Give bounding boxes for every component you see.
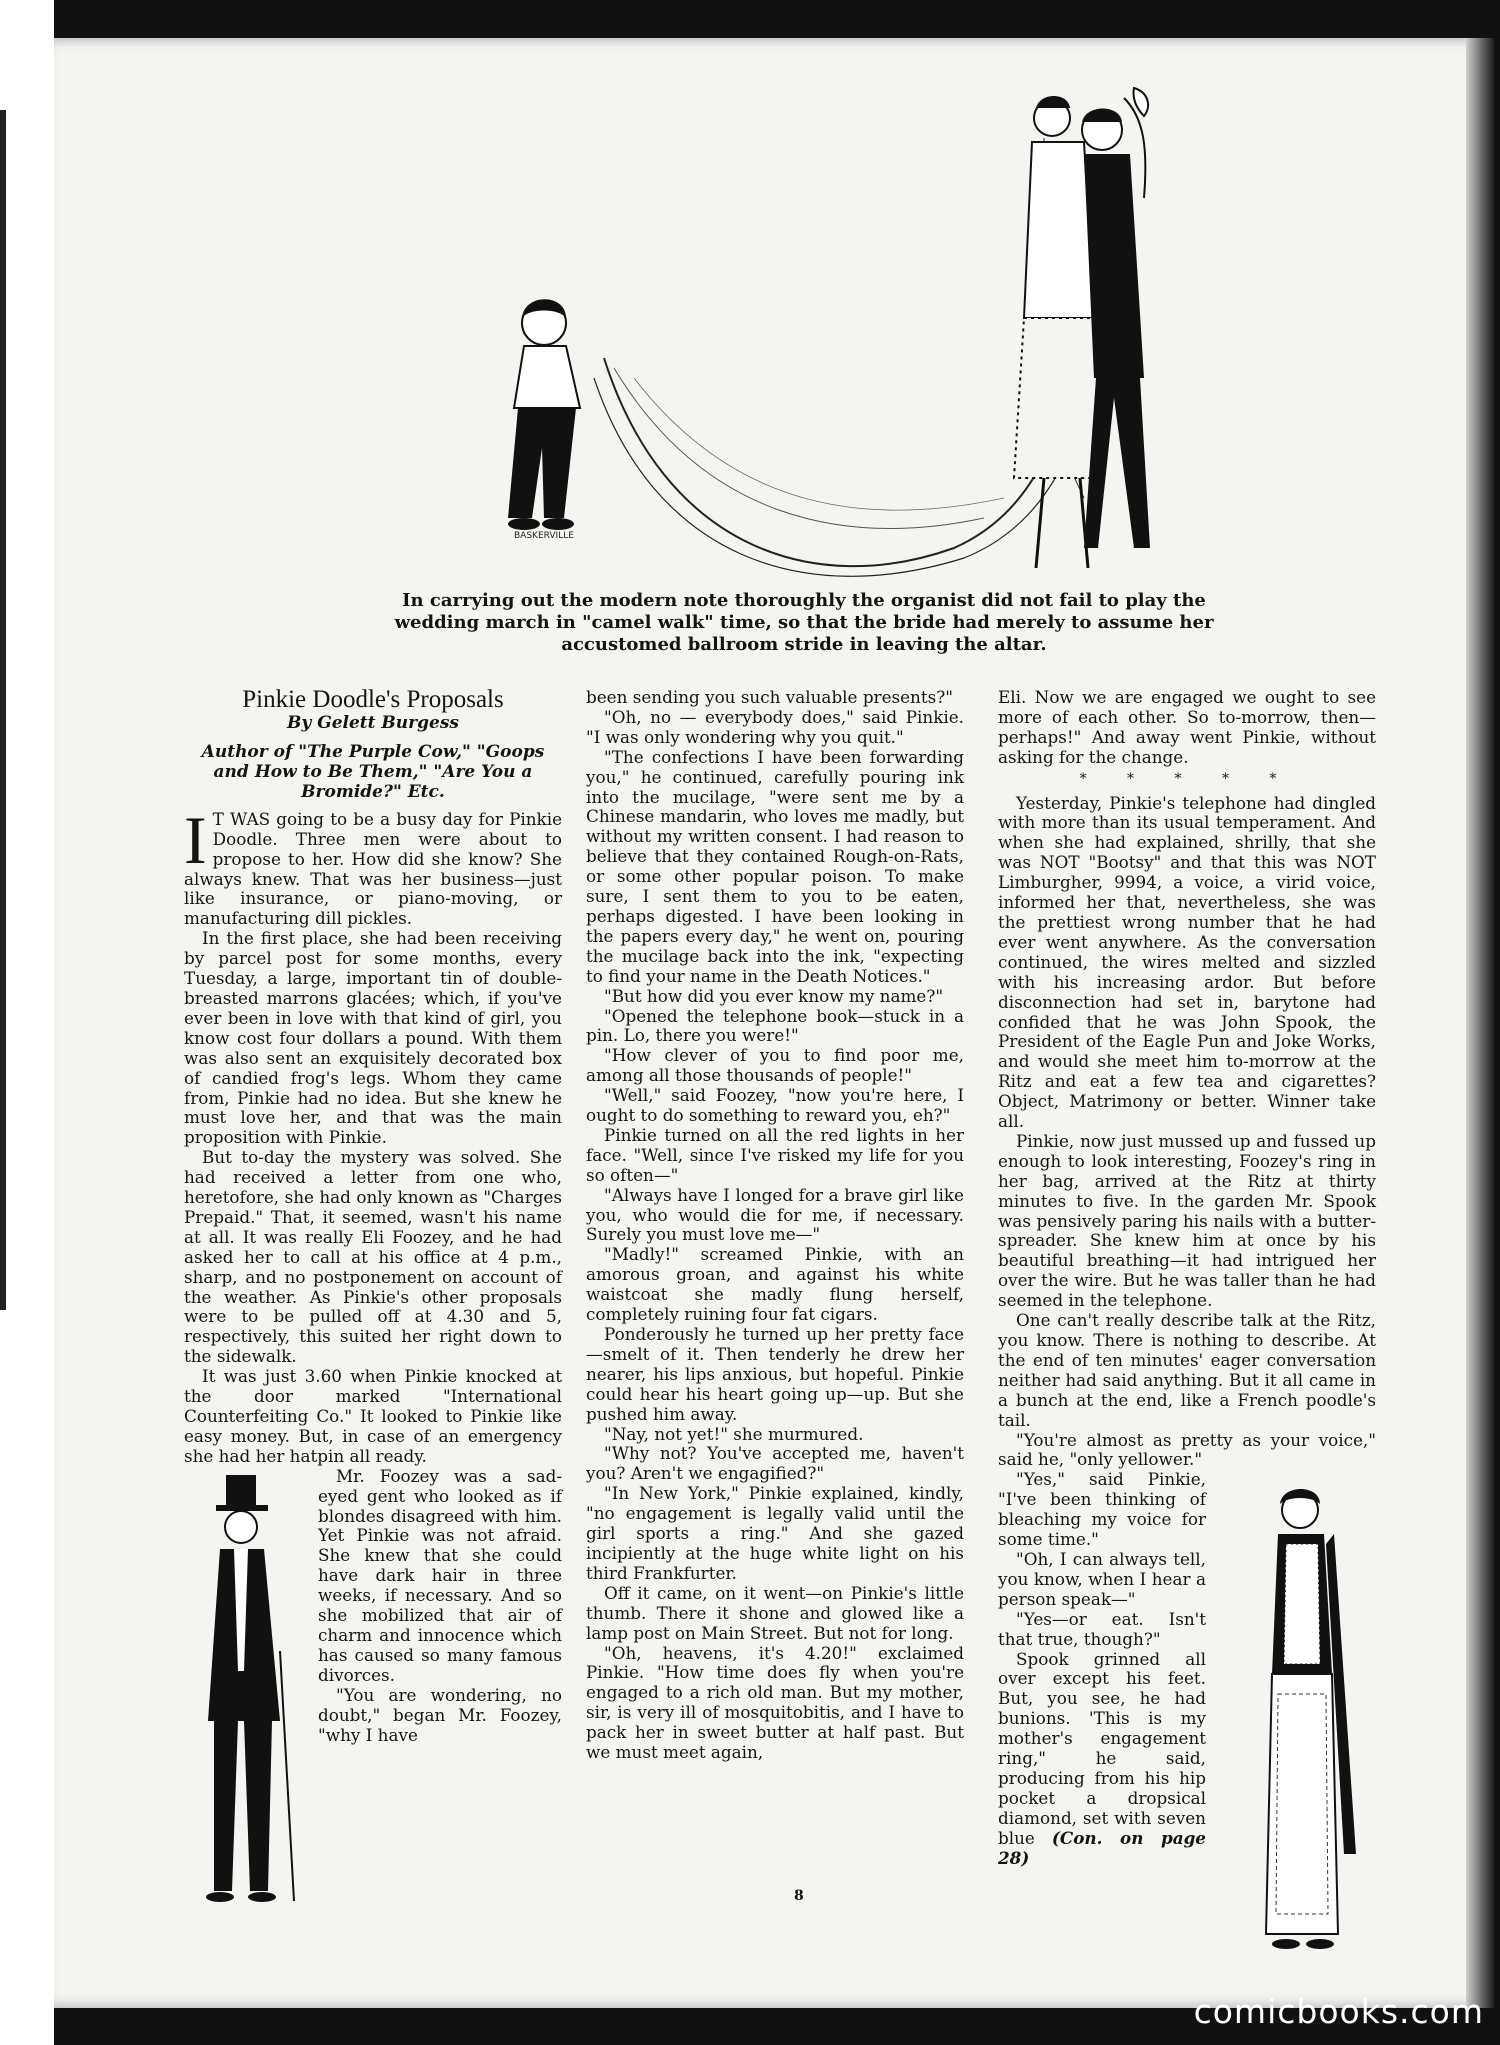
paragraph: "Always have I longed for a brave girl like you, who would die for me, if necessary. Surely you must love me—" [586,1184,964,1245]
paragraph: been sending you such valuable presents?" [586,687,953,707]
continued-note: (Con. on page 28) [998,1827,1206,1868]
paragraph: It was just 3.60 when Pinkie knocked at the door marked "International Counterfeiting Co." It looked to Pinkie like easy money. But, in case of an emergency she had her hatpin all ready. [184,1366,562,1466]
paragraph: "Madly!" screamed Pinkie, with an amorous groan, and against his white waistcoat she madly flung herself, completely ruining four fat cigars. [586,1244,964,1325]
paragraph: But to-day the mystery was solved. She had received a letter from one who, heretofore, she had only known as "Charges Prepaid." That, it seemed, wasn't his name at all. It was really Eli Foozey, and he had asked her to call at his office at 4 p.m., sharp, and no postponement on account of the weather. As Pinkie's other proposals were to be pulled off at 4.30 and 5, respectively, this suited her right down to the sidewalk. [184,1147,562,1367]
article-title: Pinkie Doodle's Proposals [242,686,504,713]
artist-signature: BASKERVILLE [514,531,574,541]
paragraph: Spook grinned all over except his feet. But, you see, he had bunions. 'This is my mother's engagement ring," he said, producing from his hip pocket a dropsical diamond, set with seven blue (Con. on page 28) [998,1648,1206,1868]
paragraph: Pinkie, now just mussed up and fussed up enough to look interesting, Foozey's ring in her bag, arrived at the Ritz at thirty minutes to five. In the garden Mr. Spook was pensively paring his nails with a butter-spreader. She knew him at once by his beautiful breathing—it had intrigued her over the wire. But he was taller than he had seemed in the telephone. [998,1130,1376,1311]
paragraph: Mr. Foozey was a sad-eyed gent who looked as if blondes disagreed with him. Yet Pinkie was not afraid. She knew that she could have dark hair in three weeks, if necessary. And so she mobilized that air of charm and innocence which has caused so many famous divorces. [318,1465,562,1685]
paragraph: In the first place, she had been receiving by parcel post for some months, every Tuesday, a large, important tin of double-breasted marrons glacées; which, if you've ever been in love with that kind of girl, you know cost four dollars a pound. With them was also sent an exquisitely decorated box of candied frog's legs. Whom they came from, Pinkie had no idea. But she knew he must love her, and that was the main proposition with Pinkie. [184,928,562,1148]
paragraph: "Oh, heavens, it's 4.20!" exclaimed Pinkie. "How time does fly when you're engaged to a rich old man. But my mother, sir, is very ill of mosquitobitis, and I have to pack her in sweet butter at half past. But we must meet again, [586,1642,964,1763]
watermark: comicbooks.com [1193,1992,1484,2031]
paragraph: "How clever of you to find poor me, among all those thousands of people!" [586,1045,964,1086]
magazine-page [54,38,1494,2008]
page-binding-shadow [1466,38,1494,2008]
paragraph: "But how did you ever know my name?" [604,985,944,1006]
paragraph: "Opened the telephone book—stuck in a pin. Lo, there you were!" [586,1005,964,1046]
paragraph: Yesterday, Pinkie's telephone had dingled with more than its usual temperament. And when she had explained, shrilly, that she was NOT "Bootsy" and that this was NOT Limburgher, 9994, a voice, a virid voice, informed her that, nevertheless, she was the prettiest wrong number that he had ever went anywhere. As the conversation continued, the wires melted and sizzled with his increasing ardor. But before disconnection had set in, barytone had confided that he was John Spook, the President of the Eagle Pun and Joke Works, and would she meet him to-morrow at the Ritz and eat a few tea and cigarettes? Object, Matrimony or better. Winner take all. [998,792,1376,1132]
paragraph: Pinkie turned on all the red lights in her face. "Well, since I've risked my life for you so often—" [586,1124,964,1185]
paragraph: Eli. Now we are engaged we ought to see more of each other. So to-morrow, then—perhaps!" And away went Pinkie, without asking for the change. [998,687,1376,767]
paragraph: "You're almost as pretty as your voice," said he, "only yellower." [998,1429,1376,1470]
paragraph: "Oh, I can always tell, you know, when I hear a person speak—" [998,1548,1206,1609]
article-column-2 [586,688,964,1763]
scan-left-edge [0,0,54,2045]
paragraph: I T WAS going to be a busy day for Pinkie Doodle. Three men were about to propose to her. How did she know? She always knew. That was her business—just like insurance, or piano-moving, or manufacturing dill pickles. [184,801,562,929]
article-column-1 [184,686,562,1911]
paragraph: "Well," said Foozey, "now you're here, I ought to do something to reward you, eh?" [586,1085,964,1126]
drop-cap: I [184,801,207,878]
section-break-stars: * * * * * [1079,770,1295,787]
page-number: 8 [794,1888,804,1904]
paragraph: Off it came, on it went—on Pinkie's little thumb. There it shone and glowed like a lamp post on Main Street. But not for long. [586,1582,964,1643]
paragraph: "Yes," said Pinkie, "I've been thinking of bleaching my voice for some time." [998,1469,1206,1550]
lady-illustration [1216,1474,1376,1974]
paragraph: "Oh, no — everybody does," said Pinkie. "I was only wondering why you quit." [586,706,964,747]
article-column-3 [998,688,1376,1974]
paragraph: "You are wondering, no doubt," began Mr. Foozey, "why I have [318,1684,562,1745]
paragraph: Ponderously he turned up her pretty face—smelt of it. Then tenderly he drew her nearer, his lips anxious, but hopeful. Pinkie could hear his heart going up—up. But she pushed him away. [586,1324,964,1424]
paragraph: One can't really describe talk at the Ritz, you know. There is nothing to describe. At the end of ten minutes' eager conversation neither had said anything. But it all came in a bunch at the end, like a French poodle's tail. [998,1310,1376,1430]
gentleman-illustration [184,1471,304,1911]
illustration-caption: In carrying out the modern note thoroughly the organist did not fail to play the wedding march in "camel walk" time, so that the bride had merely to assume her accustomed ballroom stride in leaving the altar. [394,590,1214,655]
paragraph: "Why not? You've accepted me, haven't you? Aren't we engagified?" [586,1443,964,1484]
article-byline: By Gelett Burgess [287,712,459,733]
paragraph: "Yes—or eat. Isn't that true, though?" [998,1608,1206,1649]
paragraph: "The confections I have been forwarding you," he continued, carefully pouring ink into the mucilage, "were sent me by a Chinese mandarin, who loves me madly, but without my written consent. I had reason to believe that they contained Rough-on-Rats, or some other popular poison. To make sure, I sent them to you to be eaten, perhaps digested. I have been looking in the papers every day," he went on, pouring the mucilage back into the ink, "expecting to find your name in the Death Notices." [586,746,964,986]
author-note: Author of "The Purple Cow," "Goops and How to Be Them," "Are You a Bromide?" Etc. [201,741,545,802]
paragraph: "In New York," Pinkie explained, kindly, "no engagement is legally valid until the girl sports a ring." And she gazed incipiently at the huge white light on his third Frankfurter. [586,1483,964,1583]
wedding-illustration [484,78,1284,598]
paragraph: "Nay, not yet!" she murmured. [604,1423,864,1444]
